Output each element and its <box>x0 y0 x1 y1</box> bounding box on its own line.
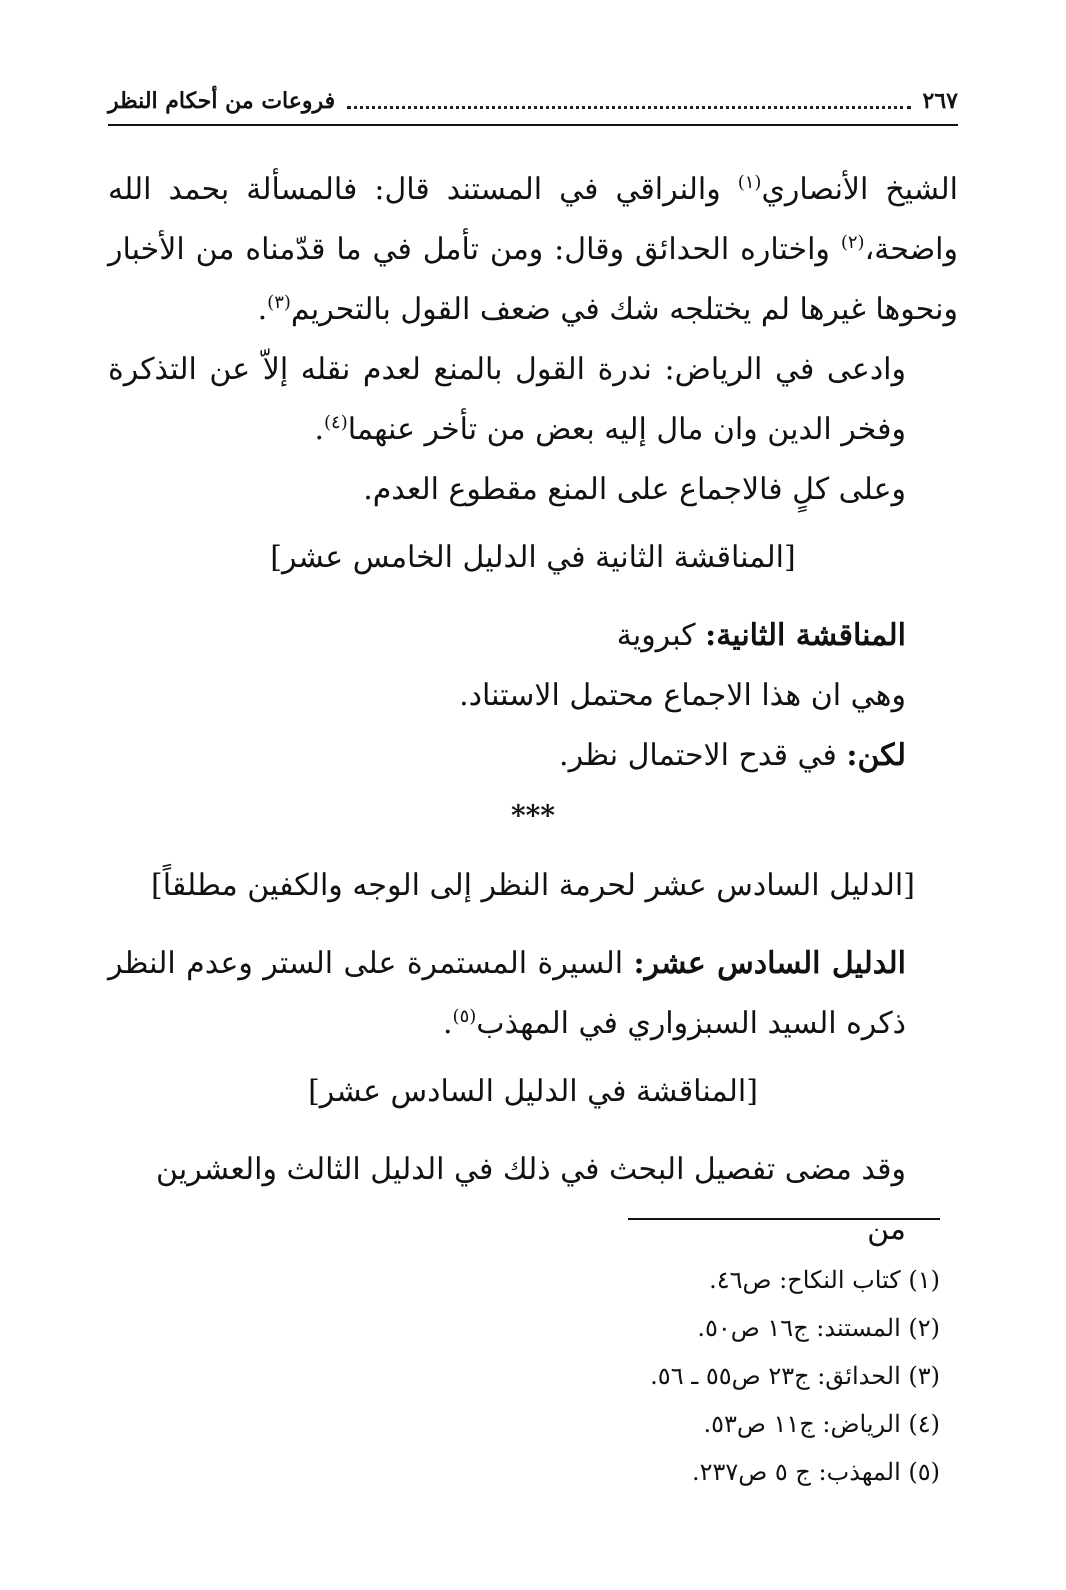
paragraph-6 <box>108 726 958 786</box>
chapter-title: فروعات من أحكام النظر <box>108 88 336 114</box>
section-heading-1: [المناقشة الثانية في الدليل الخامس عشر] <box>270 540 796 575</box>
text-run: . <box>314 412 324 447</box>
footnotes <box>108 1256 940 1496</box>
footnote-1: (١) كتاب النكاح: ص٤٦. <box>709 1266 940 1294</box>
footnote-2: (٢) المستند: ج١٦ ص٥٠. <box>697 1314 940 1342</box>
page-number: ٢٦٧ <box>922 88 958 114</box>
paragraph-1 <box>108 160 958 340</box>
text-run: السيرة المستمرة على الستر وعدم النظر ذكره السيد السبزواري في المهذب <box>108 946 906 1041</box>
footnote-ref-2[interactable]: (٢) <box>840 232 865 253</box>
text-run: واختاره الحدائق وقال: ومن تأمل في ما قدّمناه من الأخبار ونحوها غيرها لم يختلجه شك في ضعف القول بالتحريم <box>108 232 958 327</box>
footnote-ref-1[interactable]: (١) <box>737 172 762 193</box>
bold-label: لكن: <box>846 738 906 773</box>
text-run: الشيخ الأنصاري <box>761 172 958 207</box>
text-run: . <box>443 1006 453 1041</box>
text-run: في قدح الاحتمال نظر. <box>559 738 847 773</box>
header-dot-leader <box>347 106 910 109</box>
paragraph-7 <box>108 934 958 1054</box>
main-text <box>108 160 958 1260</box>
bold-label: المناقشة الثانية: <box>705 618 906 653</box>
footnote-ref-3[interactable]: (٣) <box>267 292 291 313</box>
footnote-ref-5[interactable]: (٥) <box>452 1006 477 1027</box>
section-heading-2: [الدليل السادس عشر لحرمة النظر إلى الوجه والكفين مطلقاً] <box>151 868 915 903</box>
text-run: والنراقي في المستند قال: فالمسألة بحمد الله واضحة، <box>108 172 958 267</box>
section-separator-stars: *** <box>511 799 555 832</box>
footnote-5: (٥) المهذب: ج ٥ ص٢٣٧. <box>691 1458 940 1486</box>
text-run: وادعى في الرياض: ندرة القول بالمنع لعدم نقله إلاّ عن التذكرة وفخر الدين وان مال إليه بعض من تأخر عنهما <box>108 352 906 447</box>
paragraph-5: وهي ان هذا الاجماع محتمل الاستناد. <box>459 678 906 713</box>
bold-label: الدليل السادس عشر: <box>633 946 906 981</box>
section-heading-3: [المناقشة في الدليل السادس عشر] <box>308 1074 758 1109</box>
footnote-separator <box>628 1218 940 1220</box>
text-run: . <box>257 292 268 327</box>
footnote-ref-4[interactable]: (٤) <box>324 412 348 433</box>
running-header <box>108 78 958 126</box>
text-run: كبروية <box>616 618 706 653</box>
paragraph-2 <box>108 340 958 460</box>
footnote-4: (٤) الرياض: ج١١ ص٥٣. <box>703 1410 940 1438</box>
footnote-3: (٣) الحدائق: ج٢٣ ص٥٥ ـ ٥٦. <box>650 1362 940 1390</box>
paragraph-4 <box>108 606 958 666</box>
paragraph-8: وقد مضى تفصيل البحث في ذلك في الدليل الثالث والعشرين من <box>156 1152 906 1247</box>
paragraph-3: وعلى كلٍ فالاجماع على المنع مقطوع العدم. <box>363 472 906 507</box>
